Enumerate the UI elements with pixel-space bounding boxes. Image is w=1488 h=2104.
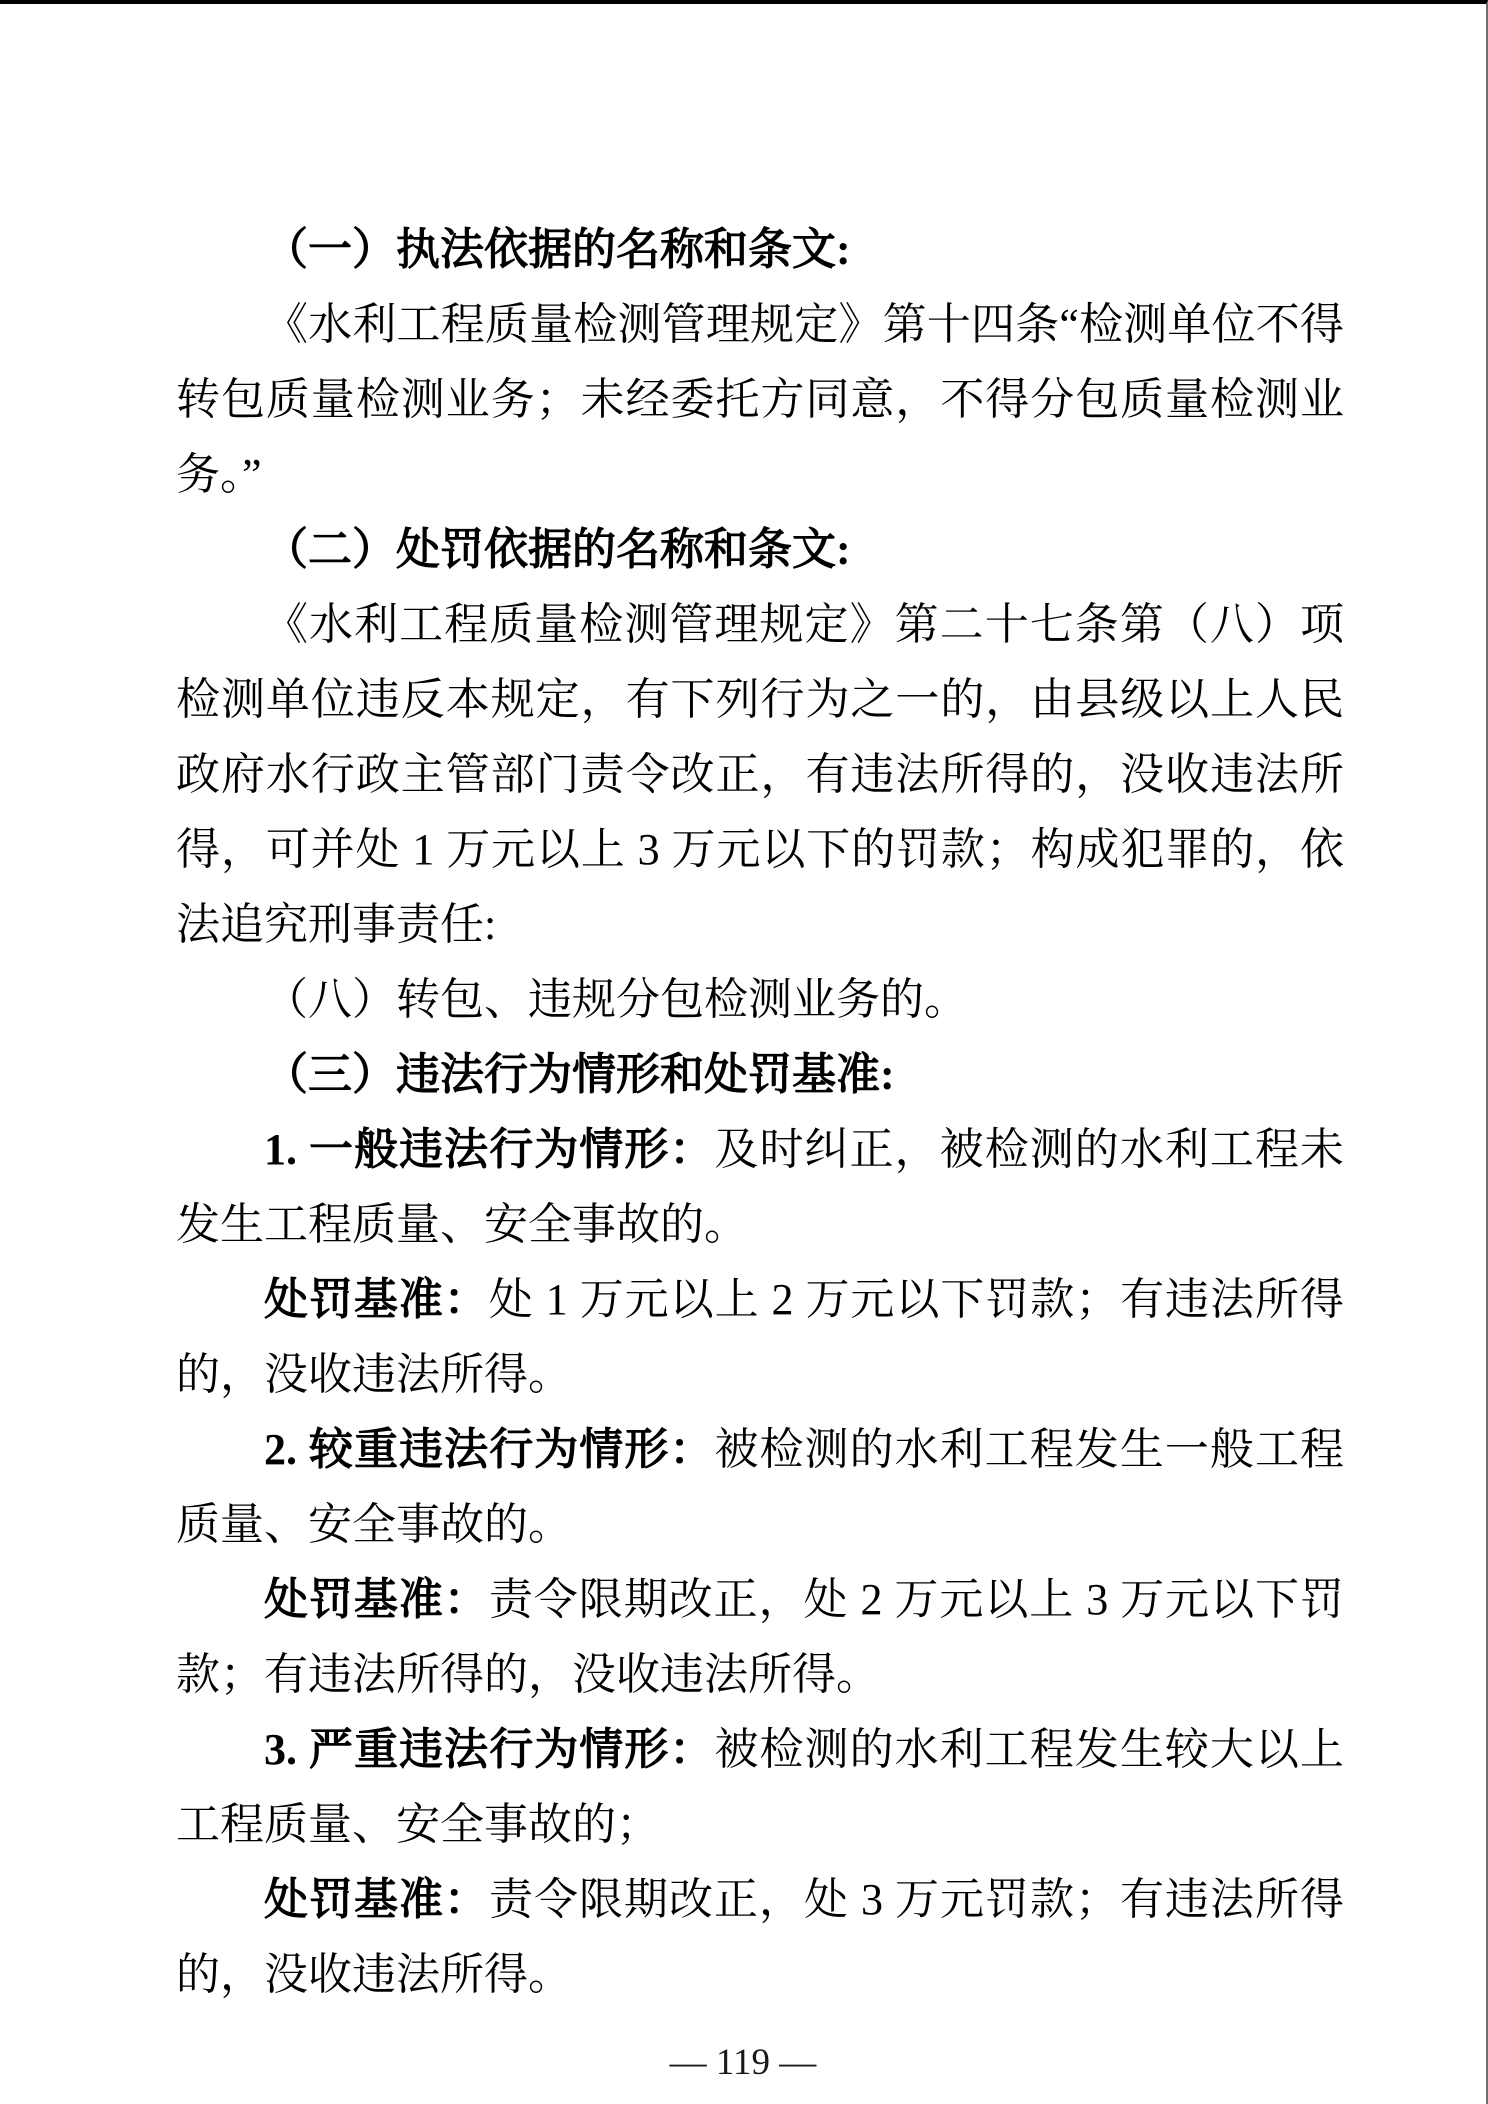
paragraph-lead: 2. 较重违法行为情形： [264,1425,715,1474]
document-body [0,4,1486,2012]
paragraph [176,1262,1344,1412]
paragraph-text: （一）执法依据的名称和条文: [264,225,851,274]
paragraph-text: 责令限期改正，处 3 万元罚款；有违法所得的，没收违法所得。 [176,1875,1344,1999]
paragraph-lead: 处罚基准： [264,1275,489,1324]
paragraph-lead: 3. 严重违法行为情形： [264,1725,715,1774]
paragraph-text: 处 1 万元以上 2 万元以下罚款；有违法所得的，没收违法所得。 [176,1275,1345,1399]
paragraph [176,1862,1344,2012]
paragraph [176,1712,1344,1862]
section-heading [176,1037,1344,1112]
paragraph-text: 被检测的水利工程发生较大以上工程质量、安全事故的； [176,1725,1345,1849]
paragraph [176,962,1344,1037]
paragraph-lead: 1. 一般违法行为情形： [264,1125,715,1174]
paragraph [176,1412,1344,1562]
paragraph-lead: 处罚基准： [264,1575,489,1624]
section-heading [176,512,1344,587]
paragraph-text: （八）转包、违规分包检测业务的。 [264,975,968,1024]
paragraph [176,287,1344,512]
paragraph [176,587,1344,962]
paragraph-text: 被检测的水利工程发生一般工程质量、安全事故的。 [176,1425,1345,1549]
paragraph-text: （二）处罚依据的名称和条文: [264,525,851,574]
paragraph [176,1562,1344,1712]
paragraph-lead: 处罚基准： [264,1875,489,1924]
paragraph-text: 《水利工程质量检测管理规定》第二十七条第（八）项 检测单位违反本规定，有下列行为之一的，由县级以上人民政府水行政主管部门责令改正，有违法所得的，没收违法所得，可并处 1 万元以上 3 万元以下的罚款；构成犯罪的，依法追究刑事责任: [176,600,1344,949]
page-number: — 119 — [669,2042,817,2083]
paragraph [176,1112,1344,1262]
section-heading [176,212,1344,287]
paragraph-text: 《水利工程质量检测管理规定》第十四条“检测单位不得转包质量检测业务；未经委托方同意，不得分包质量检测业务。” [176,300,1344,499]
paragraph-text: （三）违法行为情形和处罚基准: [264,1050,895,1099]
paragraph-text: 责令限期改正，处 2 万元以上 3 万元以下罚款；有违法所得的，没收违法所得。 [176,1575,1345,1699]
paragraph-text: 及时纠正，被检测的水利工程未发生工程质量、安全事故的。 [176,1125,1345,1249]
